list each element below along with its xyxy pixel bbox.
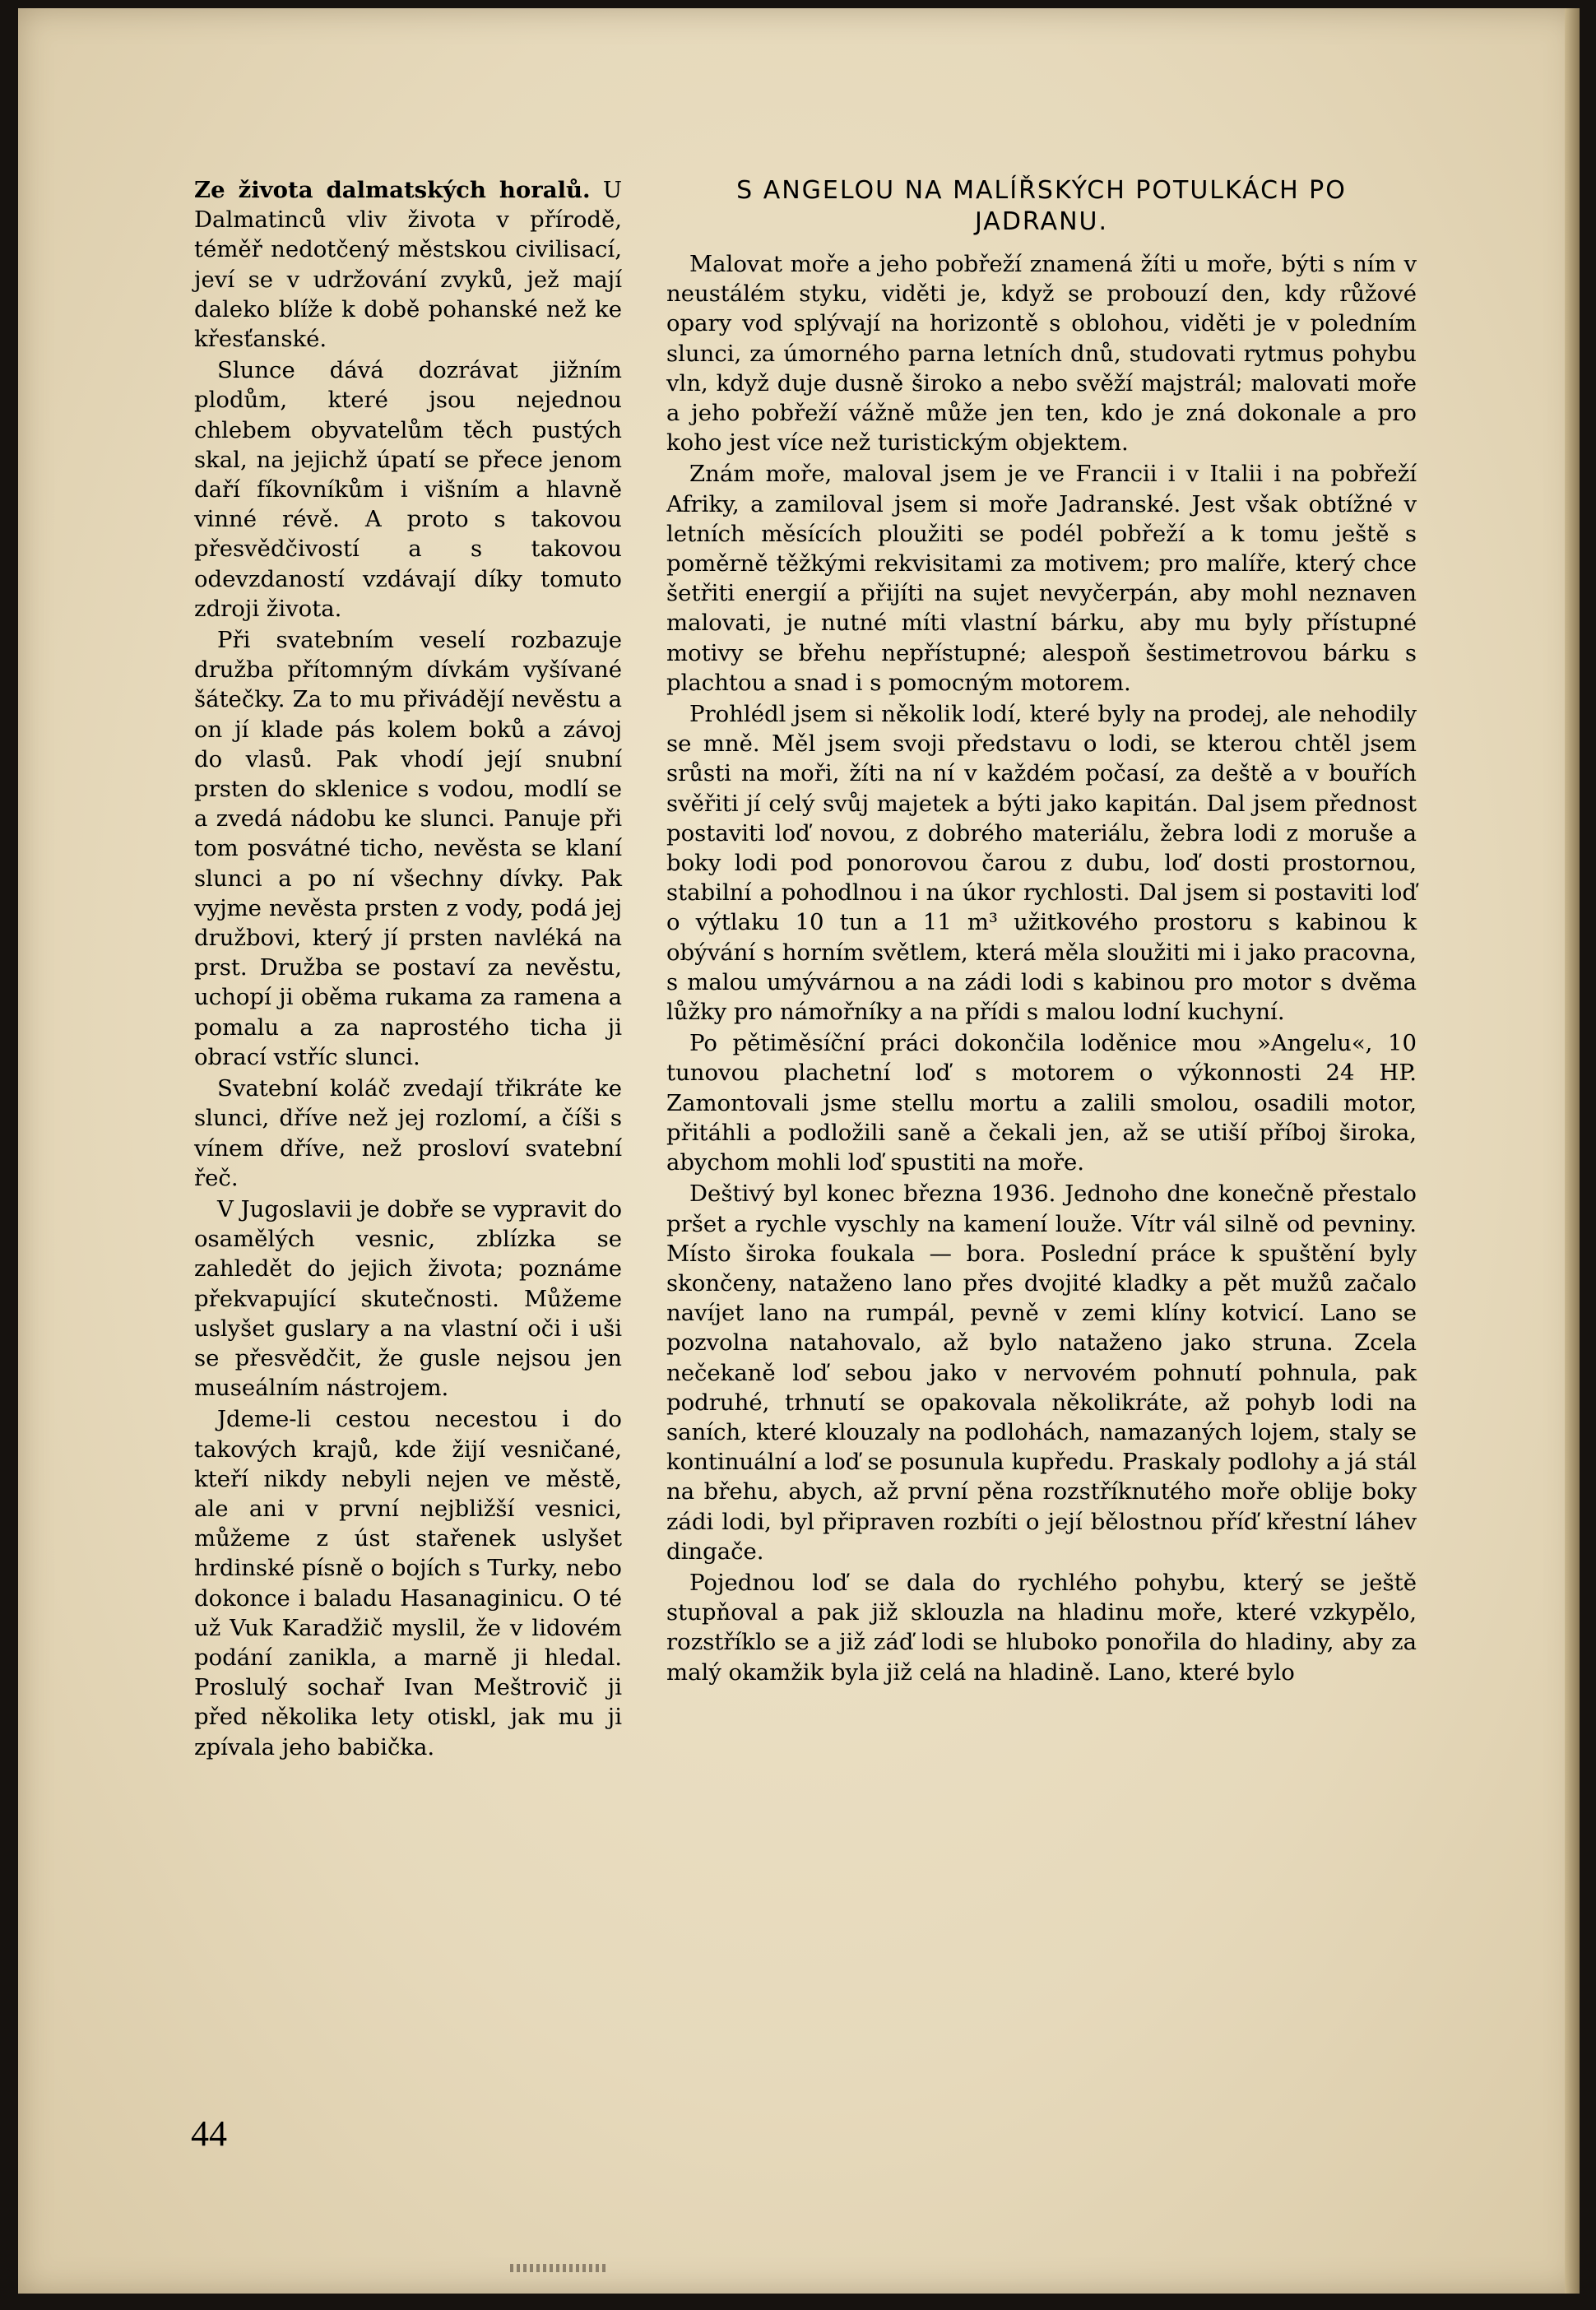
paragraph: Svatební koláč zvedají třikráte ke slunci, dříve než jej rozlomí, a číši s vínem dříve, než prosloví svatební řeč.: [194, 1075, 622, 1191]
paragraph: V Jugoslavii je dobře se vypravit do osamělých vesnic, zblízka se zahledět do jejich života; poznáme překvapující skutečnosti. Můžeme uslyšet guslary a na vlastní oči i uši se přesvědčit, že gusle nejsou jen museálním nástrojem.: [194, 1195, 622, 1402]
page-number: 44: [191, 2113, 227, 2154]
paragraph: Znám moře, maloval jsem je ve Francii i v Italii i na pobřeží Afriky, a zamiloval jsem si moře Jadranské. Jest však obtížné v letních měsících ploužiti se podél pobřeží a k tomu ještě s poměrně těžkými rekvisitami za motivem; pro malíře, který chce šetřiti energií a přijíti na sujet nevyčerpán, aby mohl neznaven malovati, je nutné míti vlastní bárku, aby mu byly přístupné motivy se břehu nepřístupné; alespoň šestimetrovou bárku s plachtou a snad i s pomocným motorem.: [666, 461, 1417, 696]
right-column: [666, 175, 1417, 1687]
paragraph: Jdeme-li cestou necestou i do takových krajů, kde žijí vesničané, kteří nikdy nebyli nejen ve městě, ale ani v první nejbližší vesnici, můžeme z úst stařenek uslyšet hrdinské písně o bojích s Turky, nebo dokonce i baladu Hasanaginicu. O té už Vuk Karadžič myslil, že v lidovém podání zanikla, a marně ji hledal. Proslulý sochař Ivan Meštrovič ji před několika lety otiskl, jak mu ji zpívala jeho babička.: [194, 1406, 622, 1760]
paragraph: Prohlédl jsem si několik lodí, které byly na prodej, ale nehodily se mně. Měl jsem svoji představu o lodi, se kterou chtěl jsem srůsti na moři, žíti na ní v každém počasí, za deště a v bouřích svěřiti jí celý svůj majetek a býti jako kapitán. Dal jsem přednost postaviti loď novou, z dobrého materiálu, žebra lodi z moruše a boky lodi pod ponorovou čarou z dubu, loď dosti prostornou, stabilní a pohodlnou i na úkor rychlosti. Dal jsem si postaviti loď o výtlaku 10 tun a 11 m³ užitkového prostoru s kabinou k obývání s horním světlem, která měla sloužiti mi i jako pracovna, s malou umývárnou a na zádi lodi s kabinou pro motor s dvěma lůžky pro námořníky a na přídi s malou lodní kuchyní.: [666, 701, 1417, 1026]
paragraph: Malovat moře a jeho pobřeží znamená žíti u moře, býti s ním v neustálém styku, viděti je, když se probouzí den, kdy růžové opary vod splývají na horizontě s oblohou, viděti je v poledním slunci, za úmorného parna letních dnů, studovati rytmus pohybu vln, když duje dusně široko a nebo svěží majstrál; malovati moře a jeho pobřeží vážně může jen ten, kdo je zná dokonale a pro koho jest více než turistickým objektem.: [666, 251, 1417, 457]
paragraph: Po pětiměsíční práci dokončila loděnice mou »Angelu«, 10 tunovou plachetní loď s motorem o výkonnosti 24 HP. Zamontovali jsme stellu mortu a zalili smolou, osadili motor, přitáhli a podložili saně a čekali jen, až se utiší příboj široka, abychom mohli loď spustiti na moře.: [666, 1030, 1417, 1176]
paragraph: Při svatebním veselí rozbazuje družba přítomným dívkám vyšívané šátečky. Za to mu přivádějí nevěstu a on jí klade pás kolem boků a závoj do vlasů. Pak vhodí její snubní prsten do sklenice s vodou, modlí se a zvedá nádobu ke slunci. Panuje při tom posvátné ticho, nevěsta se klaní slunci a po ní všechny dívky. Pak vyjme nevěsta prsten z vody, podá jej družbovi, který jí prsten navléká na prst. Družba se postaví za nevěstu, uchopí ji oběma rukama za ramena a pomalu a za naprostého ticha ji obrací vstříc slunci.: [194, 627, 622, 1070]
library-stamp-mark: [510, 2264, 609, 2272]
lead-text: U Dalmatinců vliv života v přírodě, téměř nedotčený městskou civilisací, jeví se v udržování zvyků, jež mají daleko blíže k době pohanské než ke křesťanské.: [194, 177, 622, 353]
paragraph: Slunce dává dozrávat jižním plodům, které jsou nejednou chlebem obyvatelům těch pustých skal, na jejichž úpatí se přece jenom daří fíkovníkům i višním a hlavně vinné révě. A proto s takovou přesvědčivostí a s takovou odevzdaností vzdávají díky tomuto zdroji života.: [194, 357, 622, 622]
paragraph: Deštivý byl konec března 1936. Jednoho dne konečně přestalo pršet a rychle vyschly na kamení louže. Vítr vál silně od pevniny. Místo široka foukala — bora. Poslední práce k spuštění byly skončeny, nataženo lano přes dvojité kladky a pět mužů začalo navíjet lano na rumpál, pevně v zemi klíny kotvicí. Lano se pozvolna natahovalo, až bylo nataženo jako struna. Zcela nečekaně loď sebou jako v nervovém pohnutí pohnula, pak podruhé, trhnutí se opakovala několikráte, až pohyb lodi na saních, které klouzaly na podlohách, namazaných lojem, staly se kontinuální a loď se posunula kupředu. Praskaly podlohy a já stál na břehu, abych, až první pěna rozstříknutého moře oblije boky zádi lodi, byl připraven rozbíti o její bělostnou příď křestní láhev dingače.: [666, 1181, 1417, 1565]
page-edge: [1565, 8, 1580, 2294]
lead-paragraph: [194, 175, 622, 354]
article-heading: S ANGELOU NA MALÍŘSKÝCH POTULKÁCH PO JADRANU.: [736, 176, 1347, 236]
section-title: Ze života dalmatských horalů.: [194, 177, 591, 203]
paragraph: Pojednou loď se dala do rychlého pohybu, který se ještě stupňoval a pak již sklouzla na hladinu moře, které vzkypělo, rozstříklo se a již záď lodi se hluboko ponořila do hladiny, aby za malý okamžik byla již celá na hladině. Lano, které bylo: [666, 1569, 1417, 1686]
left-column: [194, 175, 622, 1762]
